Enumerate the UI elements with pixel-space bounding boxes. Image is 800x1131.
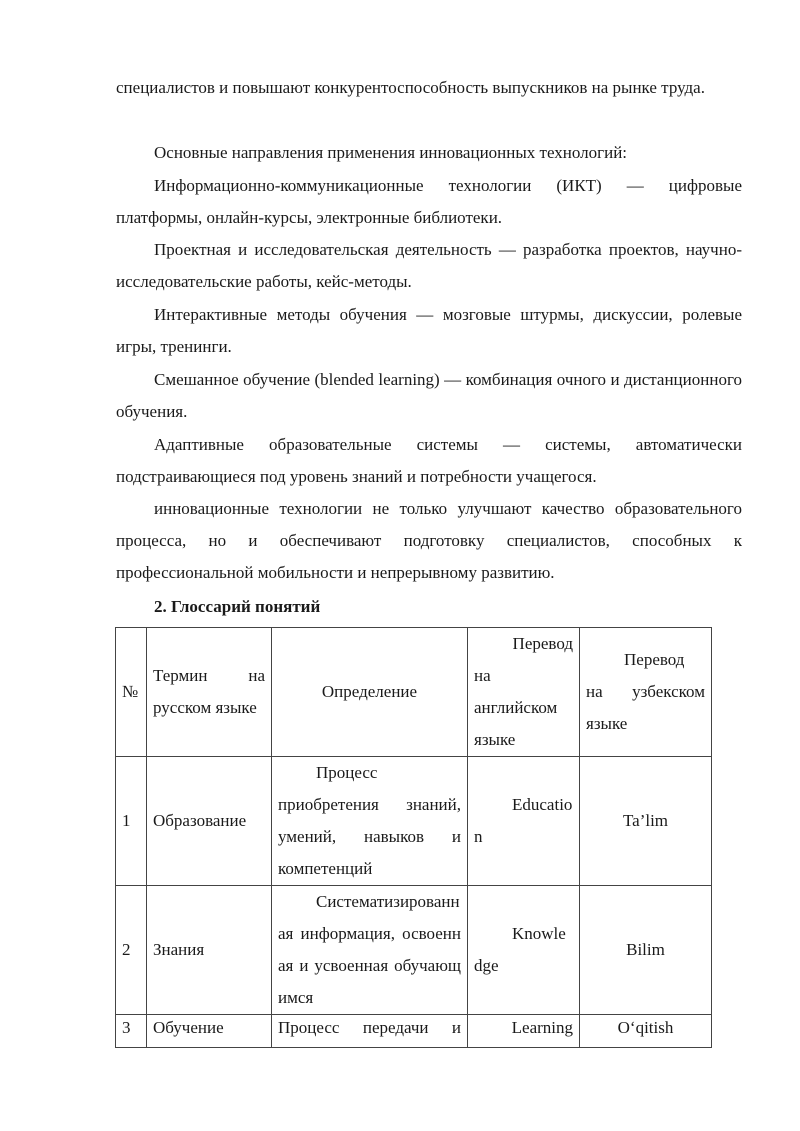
section-heading: 2. Глоссарий понятий xyxy=(154,597,321,616)
paragraph-conclusion: инновационные технологии не только улучшают качество образовательного процесса, но и обеспечивают подготовку специалистов, способных к профессиональной мобильности и непрерывному развитию. xyxy=(116,499,742,582)
row-definition: Систематизированная информация, освоенная и усвоенная обучающимся xyxy=(272,886,468,1015)
table-row xyxy=(116,757,712,886)
table-row xyxy=(116,1015,712,1048)
header-definition: Определение xyxy=(272,628,468,757)
glossary-table xyxy=(115,627,712,1048)
paragraph-adaptive-systems: Адаптивные образовательные системы — системы, автоматически подстраивающиеся под уровень знаний и потребности учащегося. xyxy=(116,435,742,486)
row-number: 1 xyxy=(116,757,147,886)
paragraph-continuation: специалистов и повышают конкурентоспособность выпускников на рынке труда. xyxy=(116,78,705,97)
header-english xyxy=(468,628,580,757)
header-term-text: Термин на русском языке xyxy=(153,666,265,717)
row-english xyxy=(468,757,580,886)
row-english-text: Education xyxy=(474,795,573,846)
row-definition: Процесс приобретения знаний, умений, навыков и компетенций xyxy=(272,757,468,886)
row-english-text: Knowledge xyxy=(474,924,566,975)
header-english-rest: на английском языке xyxy=(474,666,558,749)
header-term xyxy=(147,628,272,757)
row-number: 2 xyxy=(116,886,147,1015)
header-uzbek xyxy=(580,628,712,757)
table-header-row xyxy=(116,628,712,757)
row-uzbek: Ta’lim xyxy=(580,757,712,886)
row-definition: Процесс передачи и xyxy=(272,1015,468,1048)
header-english-line1: Перевод xyxy=(512,634,573,653)
row-uzbek: O‘qitish xyxy=(580,1015,712,1048)
paragraph-directions-intro: Основные направления применения инновационных технологий: xyxy=(154,143,628,162)
row-term: Обучение xyxy=(147,1015,272,1048)
table-row xyxy=(116,886,712,1015)
row-uzbek: Bilim xyxy=(580,886,712,1015)
header-number: № xyxy=(116,628,147,757)
row-term: Образование xyxy=(147,757,272,886)
row-term: Знания xyxy=(147,886,272,1015)
paragraph-blended-learning: Смешанное обучение (blended learning) — комбинация очного и дистанционного обучения. xyxy=(116,370,742,421)
row-english: Learning xyxy=(468,1015,580,1048)
paragraph-ict: Информационно-коммуникационные технологии (ИКТ) — цифровые платформы, онлайн-курсы, электронные библиотеки. xyxy=(116,176,742,227)
row-number: 3 xyxy=(116,1015,147,1048)
paragraph-project-activity: Проектная и исследовательская деятельность — разработка проектов, научно-исследовательские работы, кейс-методы. xyxy=(116,240,742,291)
row-english xyxy=(468,886,580,1015)
header-uzbek-text: Перевод на узбекском языке xyxy=(586,650,705,733)
paragraph-interactive-methods: Интерактивные методы обучения — мозговые штурмы, дискуссии, ролевые игры, тренинги. xyxy=(116,305,742,356)
